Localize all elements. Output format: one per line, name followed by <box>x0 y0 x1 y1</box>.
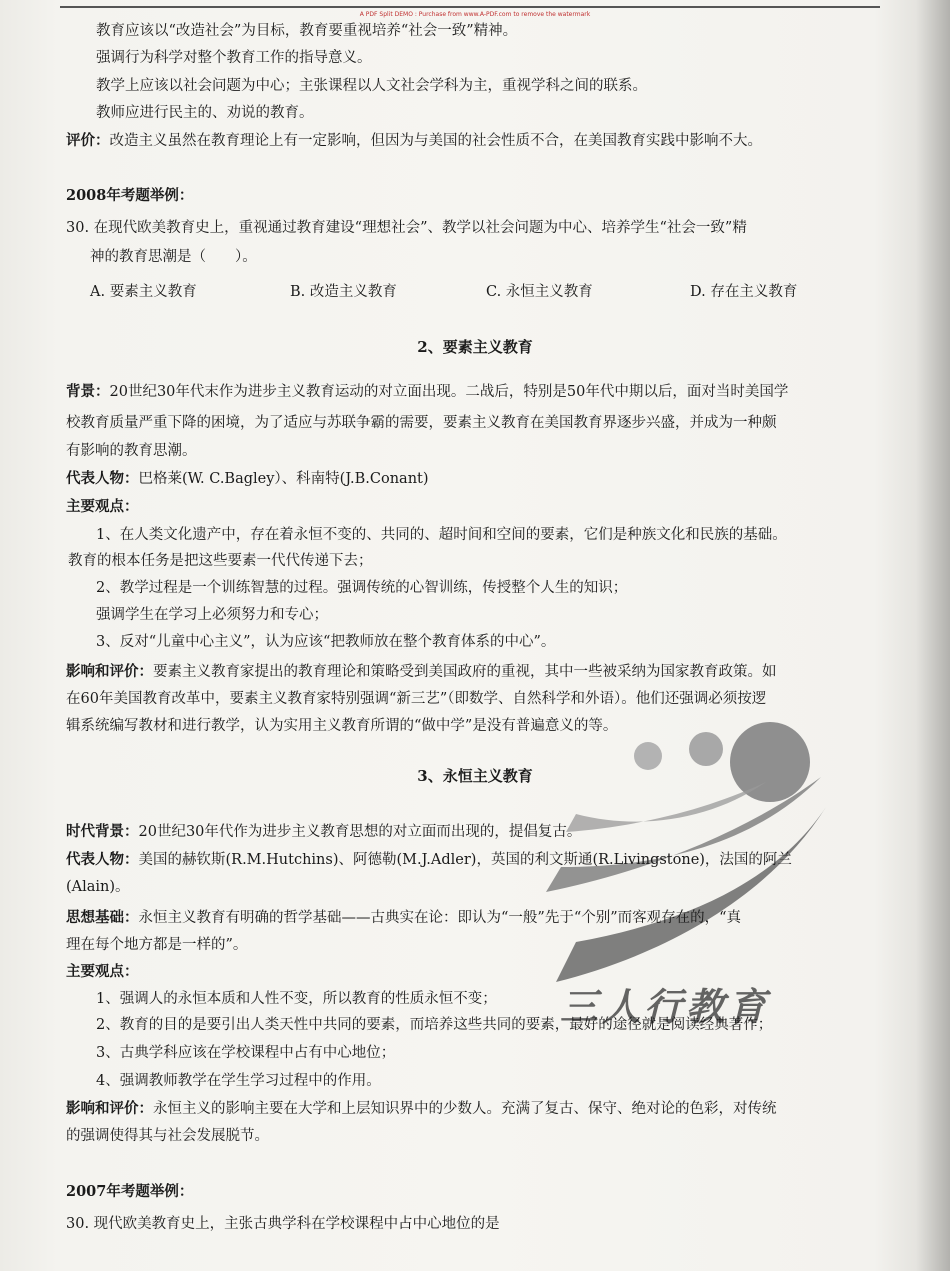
impact-paragraph <box>66 662 777 682</box>
view-item: 强调学生在学习上必须努力和专心； <box>96 607 328 623</box>
question-line: 30. 现代欧美教育史上，主张古典学科在学校课程中占中心地位的是 <box>66 1216 500 1232</box>
text-line: 校教育质量严重下降的困境，为了适应与苏联争霸的需要，要素主义教育在美国教育界逐步兴盛，并成为一种颇 <box>66 415 777 431</box>
view-item: 2、教学过程是一个训练智慧的过程。强调传统的心智训练，传授整个人生的知识； <box>96 580 628 596</box>
exam-2008-title: 2008年考题举例： <box>66 187 194 204</box>
question-line: 神的教育思潮是（ ）。 <box>90 249 257 265</box>
pdf-watermark: A PDF Split DEMO : Purchase from www.A-PDF.com to remove the watermark <box>359 11 591 18</box>
era-background-text: 20世纪30年代作为进步主义教育思想的对立面而出现的，提倡复古。 <box>138 824 582 840</box>
text-line: 有影响的教育思潮。 <box>66 443 197 459</box>
representatives-line <box>66 850 792 870</box>
section-heading-essentialism: 2、要素主义教育 <box>417 338 533 356</box>
impact-label: 影响和评价： <box>66 663 153 680</box>
option-b: B. 改造主义教育 <box>290 284 397 300</box>
basis-label: 思想基础： <box>66 909 139 926</box>
text-line: 强调行为科学对整个教育工作的指导意义。 <box>96 50 372 66</box>
exam-2007-title: 2007年考题举例： <box>66 1183 194 1200</box>
evaluation-paragraph <box>66 131 762 151</box>
top-rule <box>60 6 880 8</box>
representatives-text: 美国的赫钦斯(R.M.Hutchins)、阿德勒(M.J.Adler)，英国的利文斯通(R.Livingstone)，法国的阿兰 <box>138 852 792 868</box>
view-item: 3、反对“儿童中心主义”，认为应该“把教师放在整个教育体系的中心”。 <box>96 634 556 650</box>
view-item: 4、强调教师教学在学生学习过程中的作用。 <box>96 1073 381 1089</box>
text-line: (Alain)。 <box>66 879 130 895</box>
impact-label: 影响和评价： <box>66 1100 153 1117</box>
logo-swoosh-top <box>566 782 766 832</box>
logo-text: 三人行教育 <box>560 985 771 1029</box>
era-background-label: 时代背景： <box>66 823 139 840</box>
text-line: 在60年美国教育改革中，要素主义教育家特别强调“新三艺”（即数学、自然科学和外语）。他们还强调必须按逻 <box>66 691 767 707</box>
view-item: 1、强调人的永恒本质和人性不变，所以教育的性质永恒不变； <box>96 991 497 1007</box>
main-views-label: 主要观点： <box>66 498 139 515</box>
background-paragraph <box>66 382 788 402</box>
binding-shadow <box>916 0 950 1271</box>
option-c: C. 永恒主义教育 <box>486 284 593 300</box>
representatives-label: 代表人物： <box>66 470 139 487</box>
main-views-label: 主要观点： <box>66 963 139 980</box>
basis-paragraph <box>66 908 741 928</box>
background-text: 20世纪30年代末作为进步主义教育运动的对立面出现。二战后，特别是50年代中期以后，面对当时美国学 <box>109 384 789 400</box>
view-item: 2、教育的目的是要引出人类天性中共同的要素，而培养这些共同的要素，最好的途径就是阅读经典著作； <box>96 1017 773 1033</box>
option-d: D. 存在主义教育 <box>690 284 798 300</box>
basis-text: 永恒主义教育有明确的哲学基础——古典实在论：即认为“一般”先于“个别”而客观存在的，“真 <box>138 910 742 926</box>
view-item: 3、古典学科应该在学校课程中占有中心地位； <box>96 1045 396 1061</box>
era-background-line <box>66 822 581 842</box>
section-heading-perennialism: 3、永恒主义教育 <box>417 767 533 785</box>
representatives-line <box>66 469 429 489</box>
representatives-label: 代表人物： <box>66 851 139 868</box>
evaluation-label: 评价： <box>66 132 110 149</box>
impact-text: 要素主义教育家提出的教育理论和策略受到美国政府的重视，其中一些被采纳为国家教育政策。如 <box>153 664 777 680</box>
logo-circle-large <box>730 722 810 802</box>
logo-circle-medium <box>689 732 723 766</box>
text-line: 教师应进行民主的、劝说的教育。 <box>96 105 314 121</box>
logo-swoosh-lower <box>556 807 826 982</box>
question-line: 30. 在现代欧美教育史上，重视通过教育建设“理想社会”、教学以社会问题为中心、培养学生“社会一致”精 <box>66 220 747 236</box>
impact-paragraph <box>66 1099 777 1119</box>
text-line: 的强调使得其与社会发展脱节。 <box>66 1128 269 1144</box>
view-item: 1、在人类文化遗产中，存在着永恒不变的、共同的、超时间和空间的要素，它们是种族文化和民族的基础。 <box>96 527 787 543</box>
text-line: 辑系统编写教材和进行教学，认为实用主义教育所谓的“做中学”是没有普遍意义的等。 <box>66 718 618 734</box>
text-line: 教育应该以“改造社会”为目标，教育要重视培养“社会一致”精神。 <box>96 23 518 39</box>
view-item: 教育的根本任务是把这些要素一代代传递下去； <box>68 553 373 569</box>
evaluation-text: 改造主义虽然在教育理论上有一定影响，但因为与美国的社会性质不合，在美国教育实践中影响不大。 <box>109 133 762 149</box>
representatives-text: 巴格莱(W. C.Bagley）、科南特(J.B.Conant) <box>138 471 429 487</box>
text-line: 教学上应该以社会问题为中心；主张课程以人文社会学科为主，重视学科之间的联系。 <box>96 78 647 94</box>
text-line: 理在每个地方都是一样的”。 <box>66 937 248 953</box>
impact-text: 永恒主义的影响主要在大学和上层知识界中的少数人。充满了复古、保守、绝对论的色彩，对传统 <box>153 1101 777 1117</box>
option-a: A. 要素主义教育 <box>90 284 197 300</box>
background-label: 背景： <box>66 383 110 400</box>
